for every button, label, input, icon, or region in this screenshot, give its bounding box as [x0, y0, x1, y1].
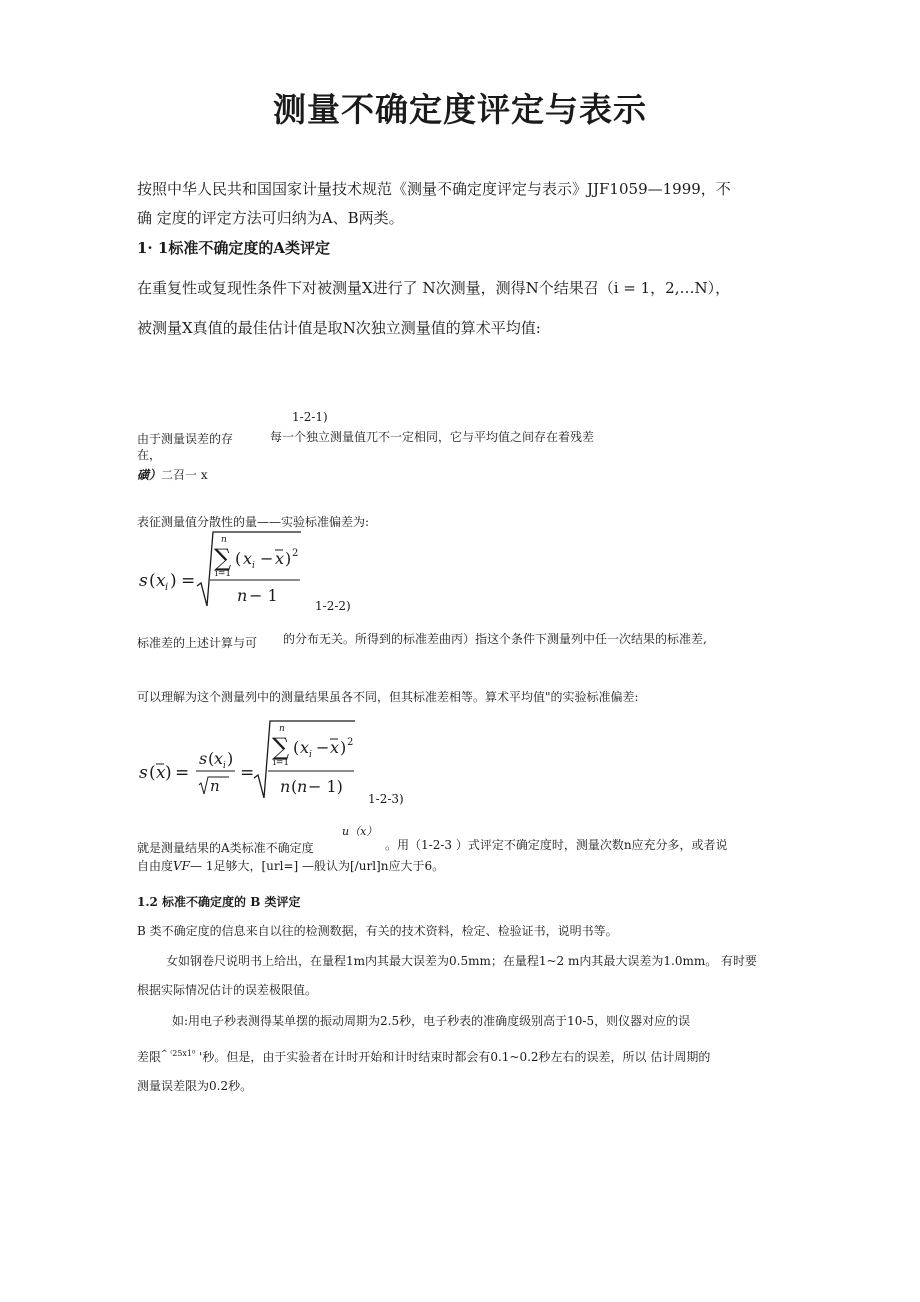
residual-text-left-2: 在，: [137, 448, 162, 462]
a-result-right: 。用（1-2-3 ）式评定不确定度时，测量次数n应充分多，或者说: [385, 838, 728, 852]
degrees-of-freedom-line: [137, 857, 444, 874]
svg-text:): ): [340, 738, 347, 757]
svg-text:x: x: [300, 738, 310, 757]
dof-suffix: — 1足够大，[url=] —般认为[/url]n应大于6。: [190, 859, 445, 873]
dof-variable: VF: [173, 859, 191, 873]
equation-ref-2: 1-2-2): [315, 599, 351, 613]
dof-prefix: 自由度: [137, 859, 174, 873]
svg-text:): ): [285, 549, 292, 568]
svg-text:): ): [170, 571, 177, 591]
section-b-paragraph-2-line-2: 根据实际情况估计的误差极限值。: [137, 983, 318, 997]
svg-text:∑: ∑: [214, 544, 232, 572]
intro-line-2: 确 定度的评定方法可归纳为A、B两类。: [137, 209, 404, 227]
svg-text:− 1): − 1): [308, 777, 343, 796]
intro-line-1: 按照中华人民共和国国家计量技术规范《测量不确定度评定与表示》JJF1059—1999，不: [137, 180, 731, 198]
svg-text:2: 2: [347, 737, 354, 748]
svg-text:s: s: [199, 749, 208, 768]
section-b-paragraph-2-line-1: 女如钢卷尺说明书上给出，在量程1m内其最大误差为0.5mm；在量程1~2 m内其最大误差为1.0mm。 有时要: [166, 954, 758, 968]
equation-ref-1: 1-2-1): [292, 410, 328, 424]
section-b-paragraph-3-line-1: 如:用电子秒表测得某单摆的振动周期为2.5秒，电子秒表的准确度级别高于10-5，则仪器对应的误: [172, 1014, 691, 1028]
svg-text:x: x: [156, 763, 166, 783]
svg-text:x: x: [330, 738, 340, 757]
svg-text:i=1: i=1: [273, 758, 290, 768]
svg-text:x: x: [156, 571, 166, 591]
error-limit-rest: '秒。但是，由于实验者在计时开始和计时结束时都会有0.1~0.2秒左右的误差，所以 估计周期的: [195, 1050, 711, 1064]
svg-text:i: i: [252, 561, 255, 571]
svg-text:i: i: [223, 761, 226, 771]
residual-text-right: 每一个独立测量值兀不一定相同，它与平均值之间存在着残差: [270, 430, 595, 444]
residual-bold-symbol: 磺）: [137, 468, 162, 482]
section-b-paragraph-1: B 类不确定度的信息来自以往的检测数据，有关的技术资料，检定、检验证书，说明书等。: [137, 924, 618, 938]
formula-mean-std-dev: [137, 718, 362, 806]
mean-std-intro: 可以理解为这个测量列中的测量结果虽各不同，但其标准差相等。算术平均值"的实验标准偏差:: [137, 690, 639, 704]
svg-text:(: (: [235, 549, 242, 568]
residual-text-left-1: 由于测量误差的存: [137, 432, 234, 446]
u-x-symbol: u（x）: [342, 825, 378, 838]
svg-text:−: −: [260, 549, 274, 568]
svg-text:n: n: [221, 535, 227, 545]
svg-text:i=1: i=1: [215, 569, 232, 579]
svg-text:(: (: [293, 738, 300, 757]
svg-text:x: x: [243, 549, 253, 568]
error-limit-prefix: 差限: [137, 1050, 162, 1064]
svg-text:(: (: [208, 749, 215, 768]
svg-text:): ): [227, 749, 234, 768]
std-dev-intro: 表征测量值分散性的量——实验标准偏差为:: [137, 515, 370, 529]
svg-text:n: n: [237, 586, 248, 605]
svg-text:i: i: [309, 750, 312, 760]
svg-text:): ): [165, 763, 172, 783]
residual-formula-rest: 二召一 x: [161, 468, 208, 482]
section-a-heading: 1· 1标准不确定度的A类评定: [137, 239, 330, 257]
svg-text:−: −: [316, 738, 330, 757]
page-title: 测量不确定度评定与表示: [273, 90, 647, 129]
svg-text:=: =: [240, 763, 255, 783]
svg-text:(: (: [291, 777, 298, 796]
section-b-paragraph-3-line-2: [137, 1048, 710, 1065]
svg-text:x: x: [214, 749, 224, 768]
svg-text:(: (: [149, 763, 156, 783]
svg-text:i: i: [165, 582, 169, 593]
svg-text:s: s: [139, 763, 148, 783]
section-b-heading: 1.2 标准不确定度的 B 类评定: [137, 895, 301, 909]
svg-text:n: n: [297, 777, 308, 796]
section-b-paragraph-3-line-3: 测量误差限为0.2秒。: [137, 1079, 253, 1093]
equation-ref-3: 1-2-3): [368, 792, 404, 806]
formula-sample-std-dev: [137, 528, 317, 614]
svg-text:=: =: [175, 763, 190, 783]
residual-formula-line: [137, 466, 208, 483]
a-result-left: 就是测量结果的A类标准不确定度: [137, 841, 314, 855]
svg-text:n: n: [279, 724, 285, 734]
svg-text:(: (: [149, 571, 156, 591]
svg-text:s: s: [139, 571, 148, 591]
svg-text:∑: ∑: [272, 733, 290, 761]
svg-text:x: x: [275, 549, 285, 568]
svg-text:n: n: [210, 777, 220, 795]
std-note-left: 标准差的上述计算与可: [137, 636, 258, 650]
svg-text:2: 2: [292, 548, 299, 559]
std-note-right: 的分布无关。所得到的标准差曲丙）指这个条件下测量列中任一次结果的标准差,: [283, 632, 707, 646]
svg-text:n: n: [280, 777, 291, 796]
section-a-paragraph-1-line-2: 被测量X真值的最佳估计值是取N次独立测量值的算术平均值:: [137, 319, 541, 337]
svg-text:− 1: − 1: [249, 586, 278, 605]
svg-text:=: =: [181, 571, 196, 591]
section-a-paragraph-1-line-1: 在重复性或复现性条件下对被测量X进行了 N次测量，测得N个结果召（i = 1，2,…N），: [137, 279, 731, 297]
error-limit-superscript: ^ ⁽25x1⁰: [161, 1049, 196, 1058]
